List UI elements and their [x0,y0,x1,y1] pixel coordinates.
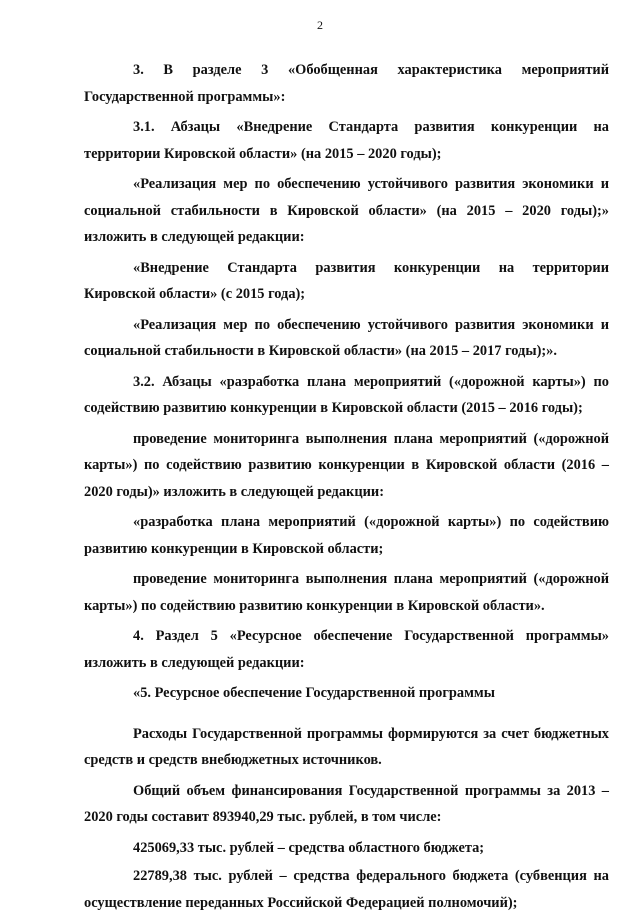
paragraph-monitoring-old: проведение мониторинга выполнения плана мероприятий («дорожной карты») по содействию развитию конкуренции в Кировской области (2016 – 2020 годы)» изложить в следующей редакции: [84,430,609,500]
paragraph-new-standard: «Внедрение Стандарта развития конкуренции на территории Кировской области» (с 2015 года); [84,259,609,302]
paragraph-new-sustainable-development: «Реализация мер по обеспечению устойчивого развития экономики и социальной стабильности в Кировской области» (на 2015 – 2017 годы);». [84,316,609,359]
section-5-heading: «5. Ресурсное обеспечение Государственной программы [133,685,495,701]
paragraph-federal-budget: 22789,38 тыс. рублей – средства федерального бюджета (субвенция на осуществление переданных Российской Федерацией полномочий); [84,868,609,911]
paragraph-monitoring-new: проведение мониторинга выполнения плана мероприятий («дорожной карты») по содействию развитию конкуренции в Кировской области». [84,571,609,614]
paragraph-quote-sustainable-development: «Реализация мер по обеспечению устойчивого развития экономики и социальной стабильности в Кировской области» (на 2015 – 2020 годы);» изложить в следующей редакции: [84,176,609,245]
paragraph-3-1: 3.1. Абзацы «Внедрение Стандарта развития конкуренции на территории Кировской области» (на 2015 – 2020 годы); [84,119,609,162]
paragraph-expenses: Расходы Государственной программы формируются за счет бюджетных средств и средств внебюджетных источников. [84,725,609,768]
document-body [84,57,609,920]
paragraph-total-financing: Общий объем финансирования Государственной программы за 2013 – 2020 годы составит 893940,29 тыс. рублей, в том числе: [84,782,609,825]
paragraph-roadmap-new: «разработка плана мероприятий («дорожной карты») по содействию развитию конкуренции в Кировской области; [84,514,609,557]
paragraph-3-2: 3.2. Абзацы «разработка плана мероприятий («дорожной карты») по содействию развитию конкуренции в Кировской области (2015 – 2016 годы); [84,373,609,416]
paragraph-regional-budget: 425069,33 тыс. рублей – средства областного бюджета; [133,839,485,856]
paragraph-section-3: 3. В разделе 3 «Обобщенная характеристика мероприятий Государственной программы»: [84,62,609,105]
page-number: 2 [317,18,323,32]
paragraph-section-4: 4. Раздел 5 «Ресурсное обеспечение Государственной программы» изложить в следующей редакции: [84,628,609,671]
